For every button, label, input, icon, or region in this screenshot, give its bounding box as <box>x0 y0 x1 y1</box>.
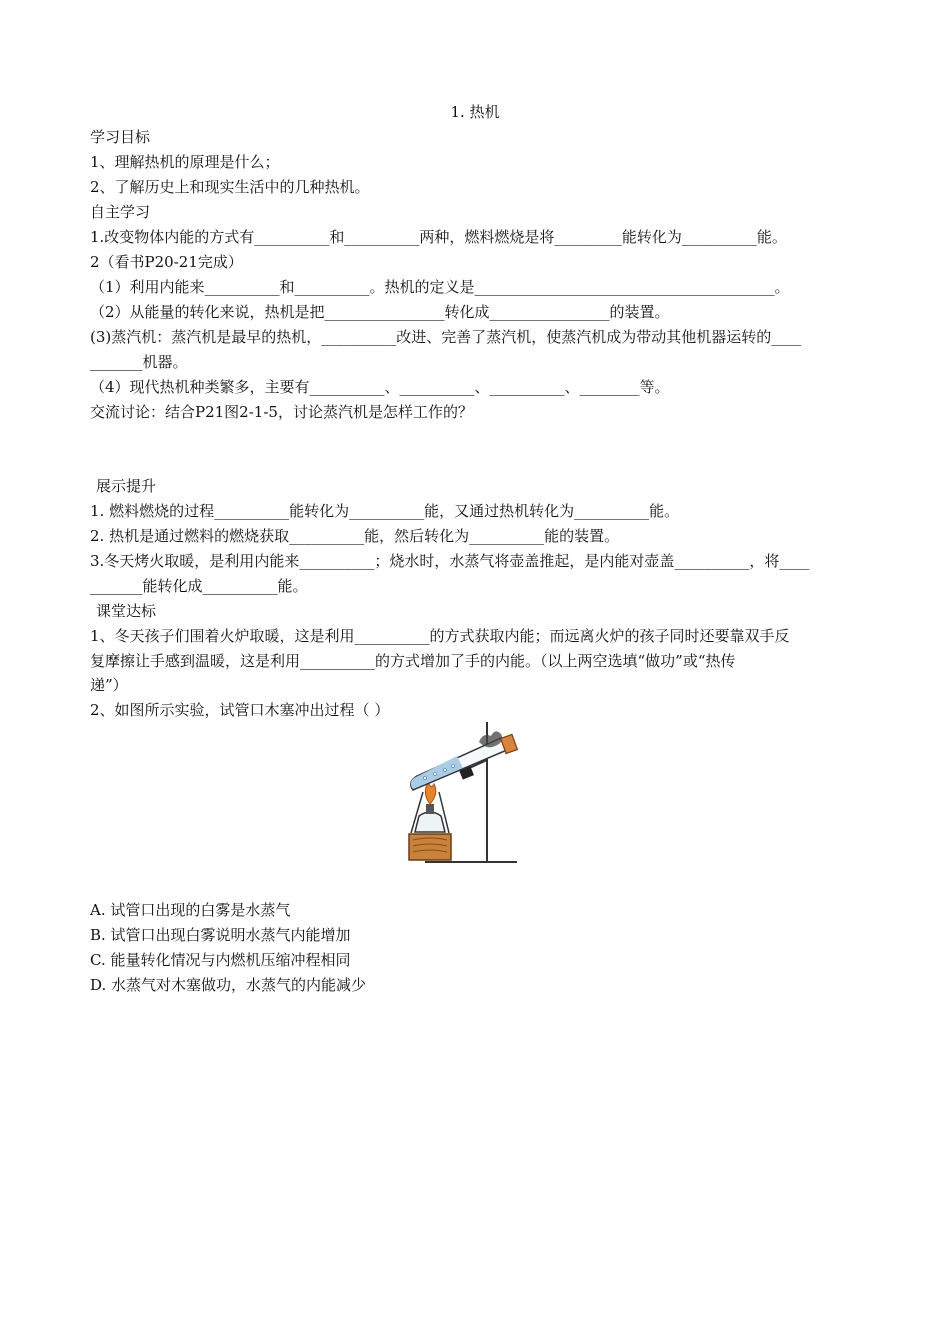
self-study-q2-3a: (3)蒸汽机：蒸汽机是最早的热机，__________改进、完善了蒸汽机，使蒸汽机成为带动其他机器运转的____ <box>90 328 802 346</box>
quiz-heading: 课堂达标 <box>96 602 157 620</box>
quiz-q1c: 递”） <box>90 676 128 694</box>
flame <box>425 782 435 804</box>
objective-item: 1、理解热机的原理是什么； <box>90 153 280 171</box>
objectives-heading: 学习目标 <box>90 128 151 146</box>
option-b: B. 试管口出现白雾说明水蒸气内能增加 <box>90 926 351 944</box>
quiz-q1b: 复摩擦让手感到温暖，这是利用__________的方式增加了手的内能。（以上两空选填“做功”或“热传 <box>90 652 736 670</box>
self-study-q2-1: （1）利用内能来__________和__________。热机的定义是________________________________________。 <box>90 278 790 296</box>
show-q1: 1. 燃料燃烧的过程__________能转化为__________能，又通过热机转化为__________能。 <box>90 502 680 520</box>
quiz-q1a: 1、冬天孩子们围着火炉取暖，这是利用__________的方式获取内能；而远离火炉的孩子同时还要靠双手反 <box>90 627 790 645</box>
self-study-q2-3b: _______机器。 <box>90 353 188 371</box>
objective-item: 2、了解历史上和现实生活中的几种热机。 <box>90 178 370 196</box>
alcohol-lamp <box>415 812 445 832</box>
option-d: D. 水蒸气对木塞做功，水蒸气的内能减少 <box>90 976 367 994</box>
experiment-figure <box>395 716 520 870</box>
self-study-q2-2: （2）从能量的转化来说，热机是把________________转化成________________的装置。 <box>90 303 670 321</box>
self-study-heading: 自主学习 <box>90 203 151 221</box>
show-q3b: _______能转化成__________能。 <box>90 577 308 595</box>
self-study-q2-4: （4）现代热机种类繁多，主要有__________、__________、__________、________等。 <box>90 378 670 396</box>
page-title: 1. 热机 <box>450 103 500 121</box>
self-study-q1: 1.改变物体内能的方式有__________和__________两种，燃料燃烧是将_________能转化为__________能。 <box>90 228 787 246</box>
discussion-prompt: 交流讨论：结合P21图2-1-5，讨论蒸汽机是怎样工作的？ <box>90 403 473 421</box>
option-a: A. 试管口出现的白雾是水蒸气 <box>90 901 291 919</box>
show-q2: 2. 热机是通过燃料的燃烧获取__________能，然后转化为__________能的装置。 <box>90 527 620 545</box>
quiz-q2: 2、如图所示实验，试管口木塞冲出过程（ ） <box>90 701 390 719</box>
option-c: C. 能量转化情况与内燃机压缩冲程相同 <box>90 951 351 969</box>
show-heading: 展示提升 <box>96 477 157 495</box>
self-study-q2-head: 2（看书P20-21完成） <box>90 253 243 271</box>
lamp-wick <box>426 804 434 814</box>
show-q3a: 3.冬天烤火取暖，是利用内能来__________；烧水时，水蒸气将壶盖推起，是内能对壶盖__________，将____ <box>90 552 810 570</box>
